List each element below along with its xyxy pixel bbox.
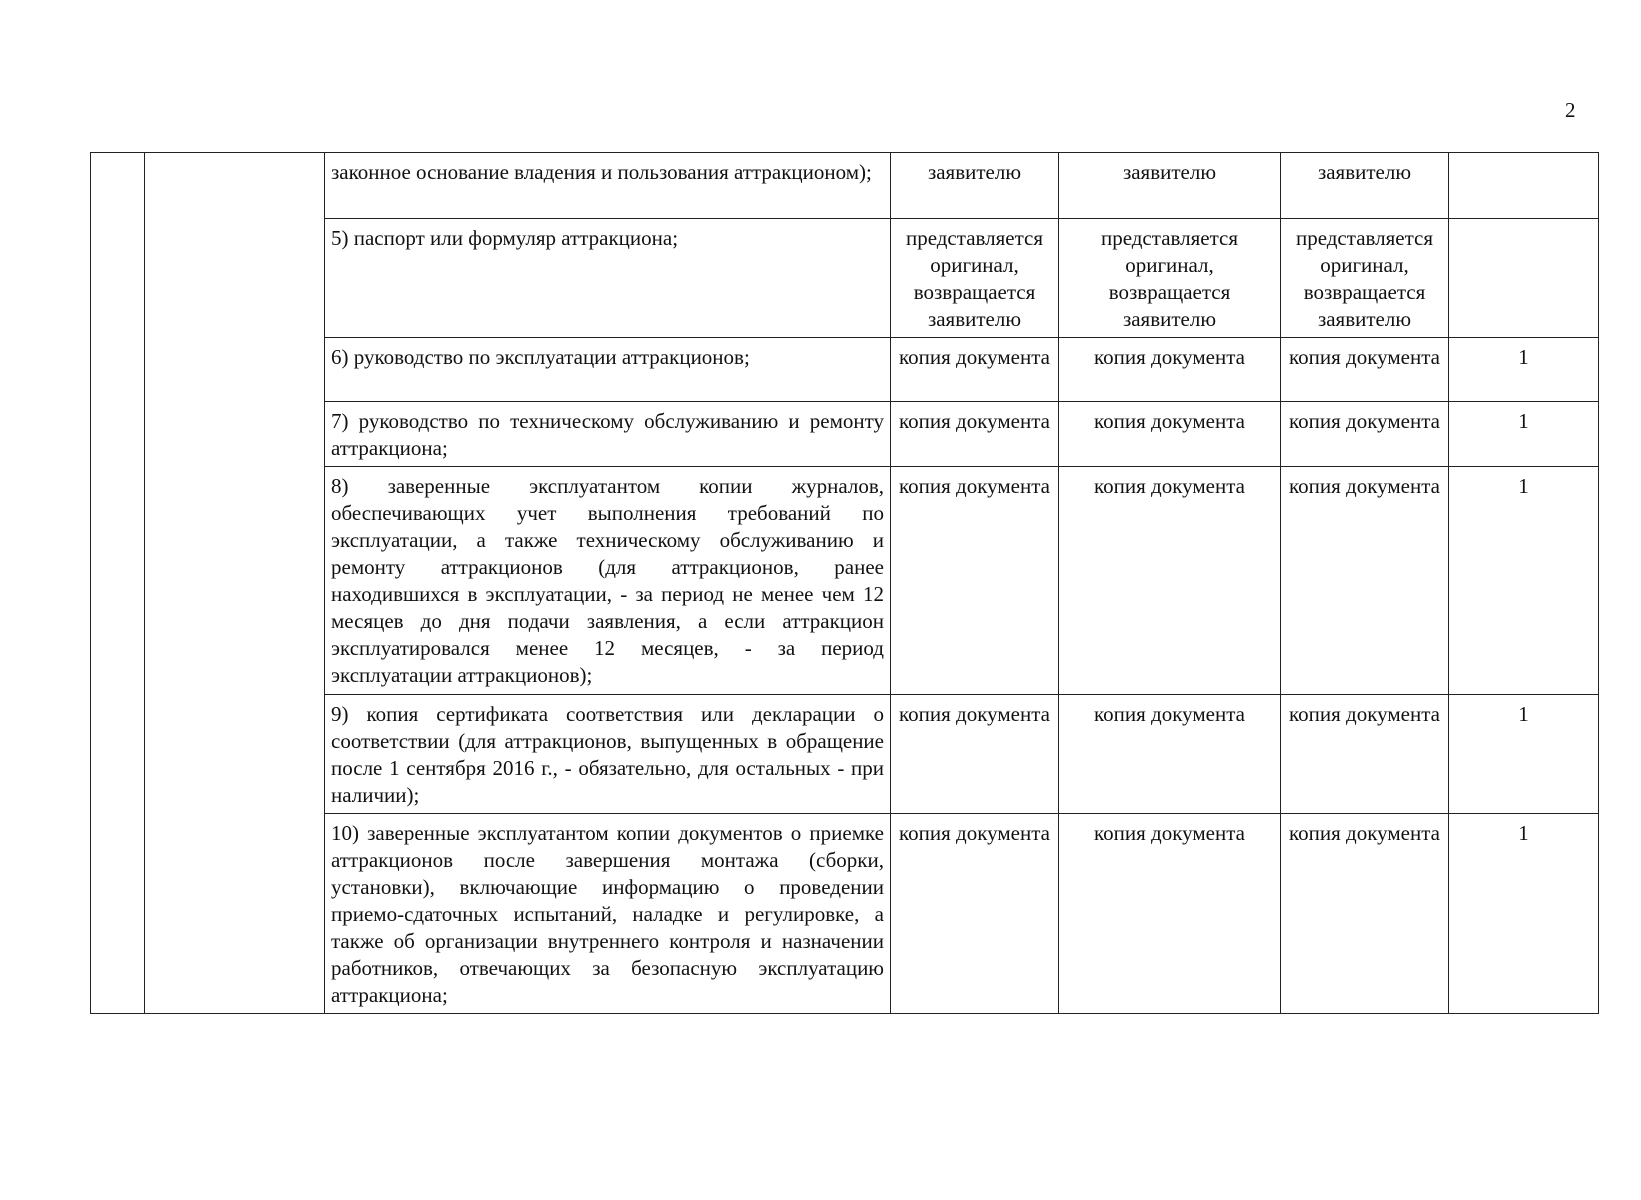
document-cell: 6) руководство по эксплуатации аттракционов; <box>325 338 891 402</box>
quantity-cell: 1 <box>1449 338 1599 402</box>
submission-cell: копия документа <box>891 338 1059 402</box>
quantity-cell <box>1449 219 1599 338</box>
submission-cell: заявителю <box>1059 153 1281 219</box>
submission-cell: заявителю <box>891 153 1059 219</box>
document-cell: 5) паспорт или формуляр аттракциона; <box>325 219 891 338</box>
quantity-cell: 1 <box>1449 467 1599 695</box>
document-cell: 7) руководство по техническому обслуживанию и ремонту аттракциона; <box>325 402 891 467</box>
submission-cell: копия документа <box>1281 402 1449 467</box>
submission-cell: представляется оригинал, возвращается заявителю <box>1059 219 1281 338</box>
submission-cell: представляется оригинал, возвращается заявителю <box>891 219 1059 338</box>
document-cell: 9) копия сертификата соответствия или декларации о соответствии (для аттракционов, выпущенных в обращение после 1 сентября 2016 г., - обязательно, для остальных - при наличии); <box>325 695 891 814</box>
document-cell: законное основание владения и пользования аттракционом); <box>325 153 891 219</box>
submission-cell: копия документа <box>1281 695 1449 814</box>
document-cell: 8) заверенные эксплуатантом копии журналов, обеспечивающих учет выполнения требований по эксплуатации, а также техническому обслуживанию и ремонту аттракционов (для аттракционов, ранее находившихся в эксплуатации, - за период не менее чем 12 месяцев до дня подачи заявления, а если аттракцион эксплуатировался менее 12 месяцев, - за период эксплуатации аттракционов); <box>325 467 891 695</box>
submission-cell: копия документа <box>891 467 1059 695</box>
submission-cell: копия документа <box>1281 467 1449 695</box>
merged-column-1 <box>91 153 145 1014</box>
submission-cell: копия документа <box>1059 695 1281 814</box>
documents-table <box>90 152 1599 1014</box>
table-row <box>91 153 1599 219</box>
submission-cell: копия документа <box>1059 338 1281 402</box>
submission-cell: заявителю <box>1281 153 1449 219</box>
submission-cell: копия документа <box>1059 402 1281 467</box>
submission-cell: копия документа <box>1281 814 1449 1014</box>
submission-cell: копия документа <box>891 402 1059 467</box>
quantity-cell: 1 <box>1449 814 1599 1014</box>
submission-cell: копия документа <box>1059 467 1281 695</box>
quantity-cell: 1 <box>1449 402 1599 467</box>
quantity-cell <box>1449 153 1599 219</box>
submission-cell: копия документа <box>1281 338 1449 402</box>
quantity-cell: 1 <box>1449 695 1599 814</box>
page-number: 2 <box>1565 98 1576 122</box>
document-cell: 10) заверенные эксплуатантом копии документов о приемке аттракционов после завершения монтажа (сборки, установки), включающие информацию о проведении приемо-сдаточных испытаний, наладке и регулировке, а также об организации внутреннего контроля и назначении работников, отвечающих за безопасную эксплуатацию аттракциона; <box>325 814 891 1014</box>
submission-cell: копия документа <box>891 695 1059 814</box>
submission-cell: представляется оригинал, возвращается заявителю <box>1281 219 1449 338</box>
merged-column-2 <box>145 153 325 1014</box>
submission-cell: копия документа <box>1059 814 1281 1014</box>
submission-cell: копия документа <box>891 814 1059 1014</box>
